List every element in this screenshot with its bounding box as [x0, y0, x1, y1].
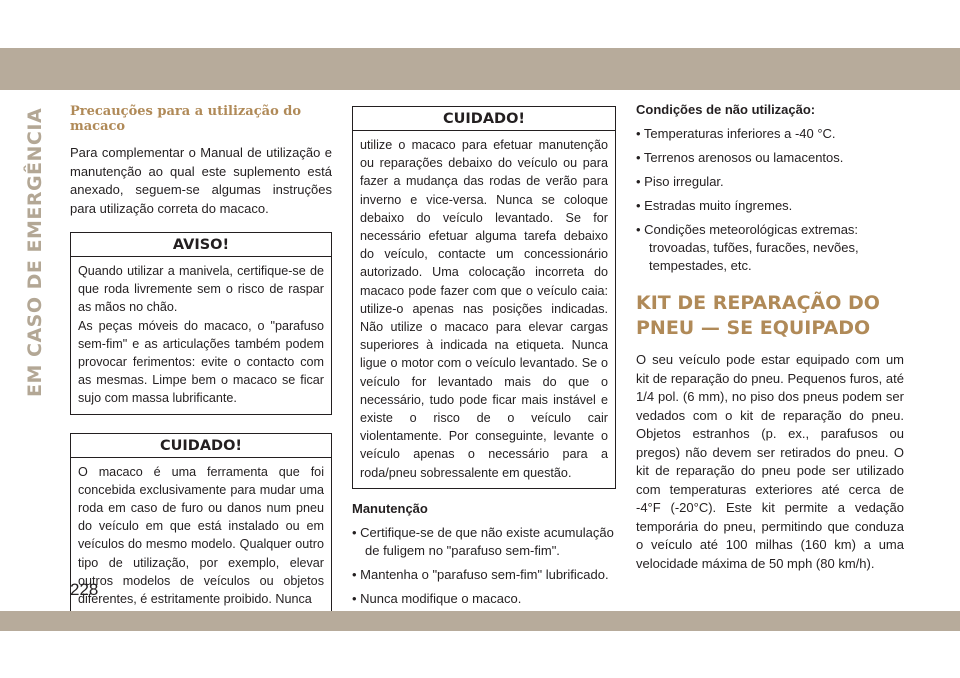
column-right: [636, 98, 904, 573]
page-number: 228: [70, 580, 99, 599]
list-item: • Mantenha o "parafuso sem-fim" lubrificado.: [352, 566, 609, 582]
aviso-paragraph: As peças móveis do macaco, o "parafuso sem-fim" e as articulações também podem provocar ferimentos: evite o contacto com as mesmas. Limpe bem o macaco se ficar sujo com massa lubrificante.: [78, 318, 324, 406]
list-item: • Nunca modifique o macaco.: [352, 590, 522, 606]
section-side-title: EM CASO DE EMERGÊNCIA: [24, 108, 46, 398]
list-item: • Temperaturas inferiores a -40 °C.: [636, 126, 836, 141]
list-item: • Certifique-se de que não existe acumulação de fuligem no "parafuso sem-fim".: [352, 524, 614, 558]
cuidado-title: CUIDADO!: [353, 107, 615, 131]
header-band: [0, 48, 960, 90]
cuidado-title: CUIDADO!: [71, 434, 331, 458]
list-item: • Condições meteorológicas extremas: trovoadas, tufões, furacões, nevões, tempestades, etc.: [636, 222, 859, 273]
cuidado-paragraph: O macaco é uma ferramenta que foi concebida exclusivamente para mudar uma roda em caso de furo ou danos num pneu do veículo em que está instalado ou em veículos do mesmo modelo. Qualquer outro tipo de utilização, por exemplo, elevar outros modelos de veículos ou objetos diferentes, é estritamente proibido. Nunca: [78, 464, 324, 607]
cuidado-paragraph: utilize o macaco para efetuar manutenção ou reparações debaixo do veículo ou para fazer a mudança das rodas de verão para inverno e vice-versa. Nunca se coloque debaixo do veículo levantado. Se for necessário efetuar alguma tarefa debaixo do veículo, contacte um concessionário autorizado. Uma colocação incorreta do macaco pode fazer com que o veículo caia: utilize-o apenas nas posições indicadas. Não utilize o macaco para elevar cargas superiores à indicada na etiqueta. Nunca ligue o motor com o veículo levantado. Se o veículo for levantado mais do que o necessário, tudo pode ficar mais instável e existe o risco de o veículo cair violentamente. Por conseguinte, levante o veículo apenas o necessário para a roda/pneu sobressalente em questão.: [360, 138, 608, 480]
list-item: • Terrenos arenosos ou lamacentos.: [636, 150, 844, 165]
kit-heading: KIT DE REPARAÇÃO DO PNEU — SE EQUIPADO: [636, 292, 880, 339]
aviso-title: AVISO!: [71, 233, 331, 257]
section-heading: Precauções para a utilização do macaco: [70, 104, 302, 134]
intro-paragraph: Para complementar o Manual de utilização e manutenção ao qual este suplemento está anexado, seguem-se algumas instruções para utilização correta do macaco.: [70, 145, 332, 216]
list-item: • Piso irregular.: [636, 174, 724, 189]
footer-band: [0, 611, 960, 631]
maintenance-heading: Manutenção: [352, 500, 428, 516]
aviso-paragraph: Quando utilizar a manivela, certifique-se de que roda livremente sem o risco de raspar as mãos no chão.: [78, 264, 324, 315]
list-item: • Estradas muito íngremes.: [636, 198, 793, 213]
column-left: [70, 98, 332, 615]
cuidado-box-continued: [352, 106, 616, 489]
conditions-heading: Condições de não utilização:: [636, 102, 816, 117]
column-middle: [352, 98, 616, 614]
cuidado-box: [70, 433, 332, 616]
aviso-box: [70, 232, 332, 415]
kit-paragraph: O seu veículo pode estar equipado com um kit de reparação do pneu. Pequenos furos, até 1/4 pol. (6 mm), no piso dos pneus podem ser vedados com o kit de reparação do pneu. Objetos estranhos (p. ex., parafusos ou pregos) não devem ser retirados do pneu. O kit de reparação do pneu pode ser utilizado com temperaturas exteriores até cerca de -4°F (-20°C). Este kit permite a vedação temporária do pneu, permitindo que conduza o veículo até 100 milhas (160 km) a uma velocidade máxima de 50 mph (80 km/h).: [636, 352, 904, 571]
